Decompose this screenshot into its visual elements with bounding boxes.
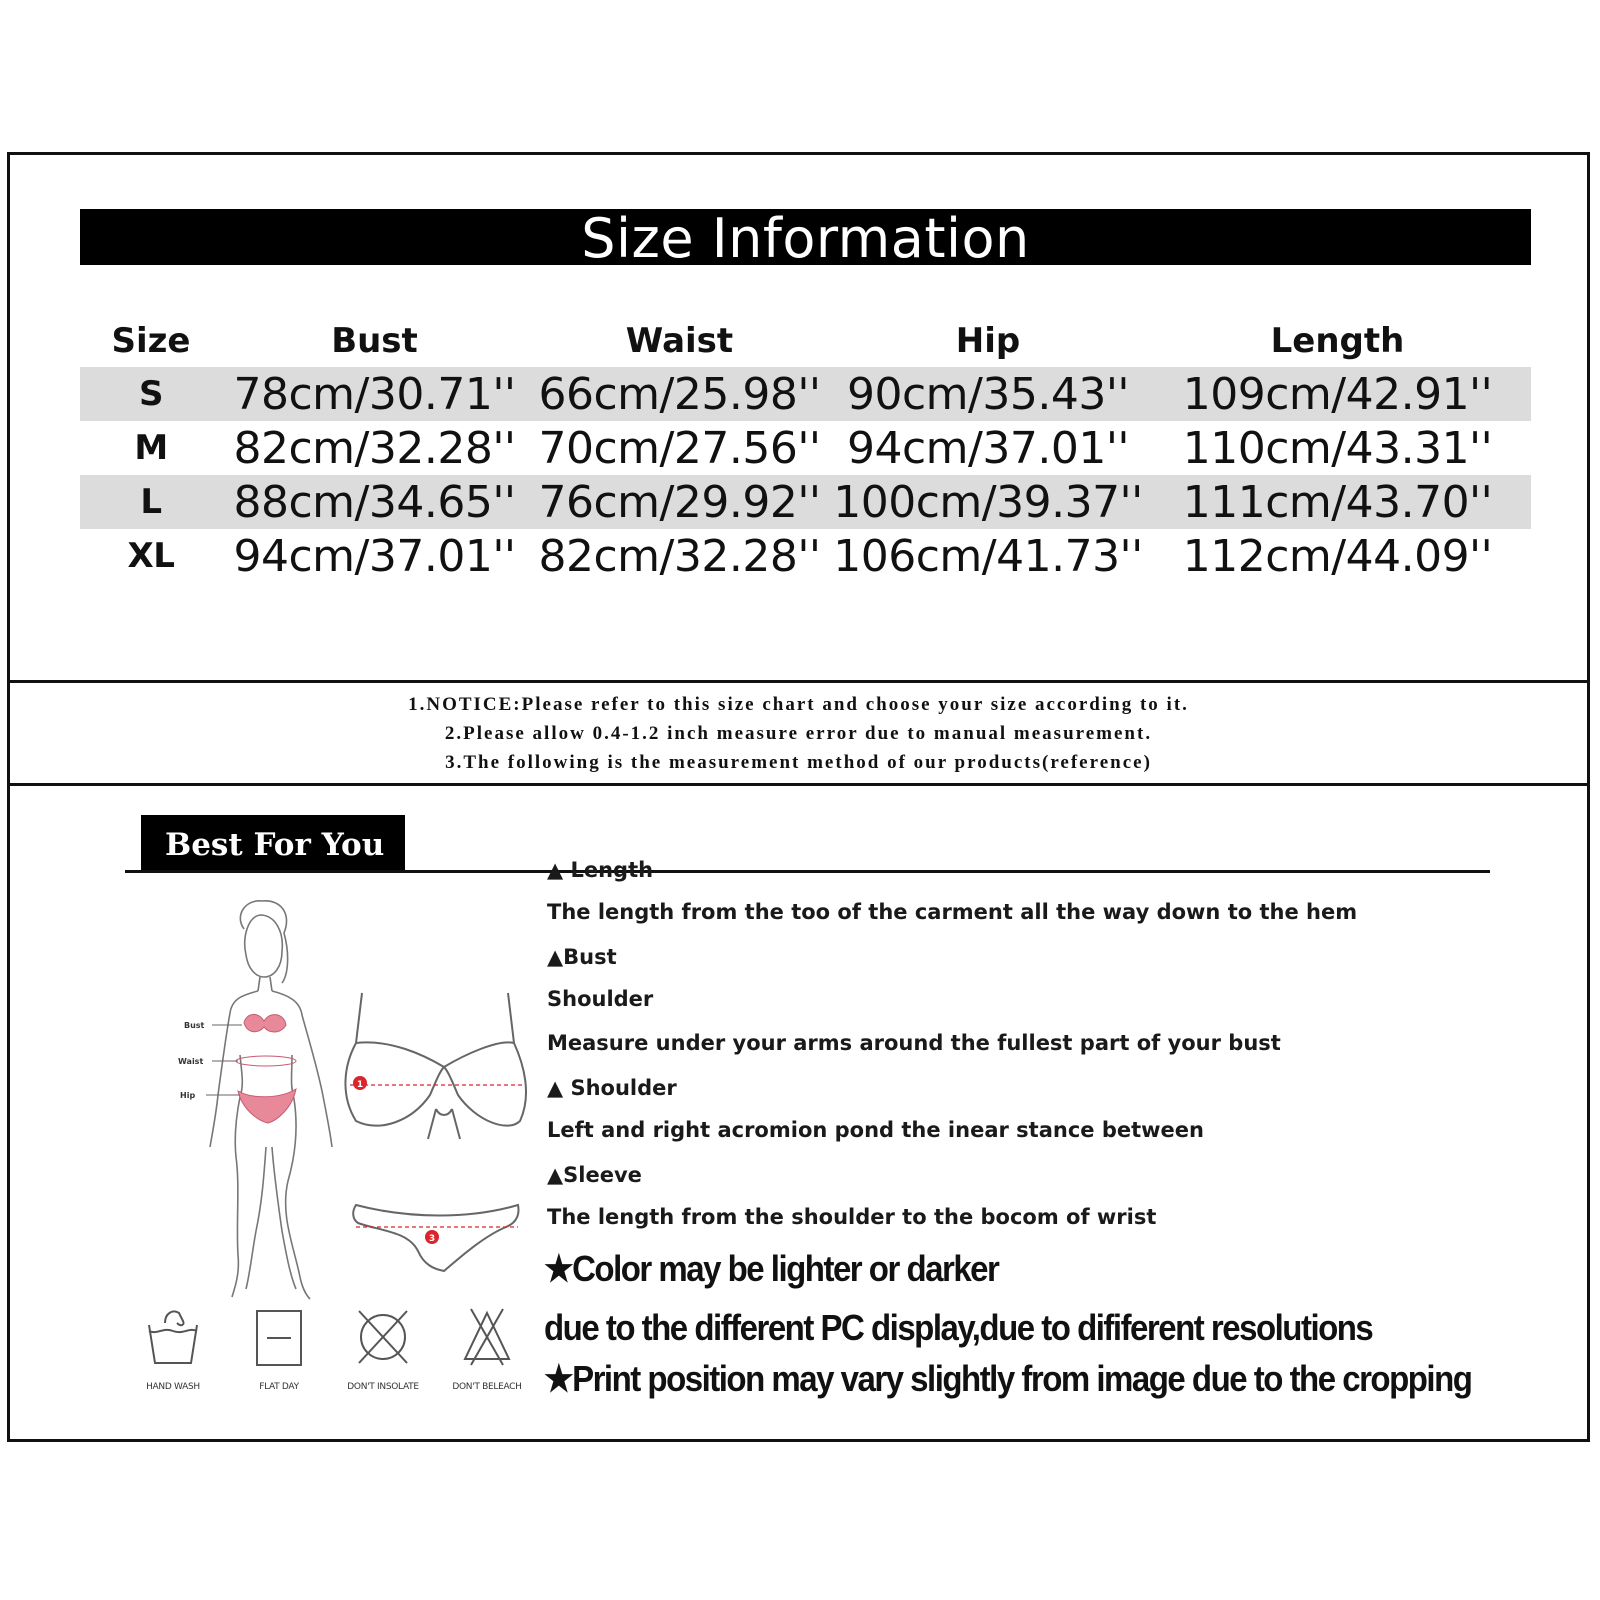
hand-wash-icon xyxy=(143,1305,203,1369)
length-cell: 111cm/43.70'' xyxy=(1144,475,1531,529)
measurement-figure xyxy=(160,885,530,1315)
table-row xyxy=(80,421,1531,475)
color-note: ★Color may be lighter or darker xyxy=(544,1248,999,1289)
length-heading: ▲ Length xyxy=(547,858,654,882)
shoulder-heading: ▲ Shoulder xyxy=(547,1076,677,1100)
care-item-flat-dry xyxy=(224,1305,334,1392)
flat-dry-icon xyxy=(249,1305,309,1369)
dont-insolate-icon xyxy=(353,1305,413,1369)
dont-bleach-icon xyxy=(457,1305,517,1369)
hip-cell: 94cm/37.01'' xyxy=(846,422,1130,474)
care-item-dont-bleach xyxy=(432,1305,542,1392)
waist-cell: 82cm/32.28'' xyxy=(538,530,821,582)
length-cell: 109cm/42.91'' xyxy=(1144,367,1531,421)
sleeve-description: The length from the shoulder to the bocom of wrist xyxy=(547,1205,1157,1229)
length-cell: 112cm/44.09'' xyxy=(1182,530,1493,582)
bust-heading: ▲Bust xyxy=(547,945,617,969)
waist-label: Waist xyxy=(178,1057,204,1066)
table-row xyxy=(80,367,1531,421)
notice-line: 1.NOTICE:Please refer to this size chart and choose your size according to it. xyxy=(408,694,1189,715)
hip-label: Hip xyxy=(180,1091,196,1100)
bust-cell: 88cm/34.65'' xyxy=(222,475,527,529)
hip-marker-number: 3 xyxy=(428,1234,436,1244)
waist-cell: 76cm/29.92'' xyxy=(527,475,832,529)
header-size: Size xyxy=(111,321,191,361)
care-label: FLAT DAY xyxy=(259,1382,299,1392)
header-length: Length xyxy=(1270,321,1405,361)
table-row xyxy=(80,475,1531,529)
care-label: DON'T BELEACH xyxy=(452,1382,522,1392)
care-item-hand-wash xyxy=(118,1305,228,1392)
notice-block xyxy=(10,690,1587,777)
waist-cell: 66cm/25.98'' xyxy=(527,367,832,421)
display-note: due to the different PC display,due to dififerent resolutions xyxy=(544,1307,1373,1348)
hip-cell: 106cm/41.73'' xyxy=(833,530,1143,582)
table-header-row xyxy=(80,315,1531,367)
size-chart-frame xyxy=(7,152,1590,1442)
size-cell: XL xyxy=(127,536,175,576)
table-row xyxy=(80,529,1531,583)
bust-cell: 78cm/30.71'' xyxy=(222,367,527,421)
bust-cell: 82cm/32.28'' xyxy=(233,422,516,474)
waist-cell: 70cm/27.56'' xyxy=(538,422,821,474)
sleeve-heading: ▲Sleeve xyxy=(547,1163,642,1187)
header-hip: Hip xyxy=(955,321,1021,361)
bust-label: Bust xyxy=(184,1021,205,1030)
notice-line: 2.Please allow 0.4-1.2 inch measure error due to manual measurement. xyxy=(444,723,1153,744)
best-for-you-tab: Best For You xyxy=(141,815,405,873)
size-table xyxy=(80,315,1531,583)
size-cell: L xyxy=(80,475,222,529)
size-cell: M xyxy=(134,428,168,468)
length-cell: 110cm/43.31'' xyxy=(1182,422,1493,474)
bust-marker-number: 1 xyxy=(356,1080,364,1090)
size-cell: S xyxy=(80,367,222,421)
header-bust: Bust xyxy=(331,321,418,361)
bra-diagram xyxy=(345,993,526,1139)
length-description: The length from the too of the carment all the way down to the hem xyxy=(547,900,1358,924)
bust-description: Measure under your arms around the fullest part of your bust xyxy=(547,1031,1281,1055)
bust-subheading: Shoulder xyxy=(547,987,654,1011)
hip-cell: 90cm/35.43'' xyxy=(832,367,1144,421)
section-divider xyxy=(10,783,1587,786)
shoulder-description: Left and right acromion pond the inear stance between xyxy=(547,1118,1204,1142)
best-for-you-underline xyxy=(125,870,1490,873)
care-item-dont-insolate xyxy=(328,1305,438,1392)
hip-cell: 100cm/39.37'' xyxy=(833,476,1143,528)
print-position-note: ★Print position may vary slightly from image due to the cropping xyxy=(544,1358,1472,1399)
page-title: Size Information xyxy=(80,209,1531,265)
section-divider xyxy=(10,680,1587,683)
bust-cell: 94cm/37.01'' xyxy=(233,530,516,582)
care-label: DON'T INSOLATE xyxy=(347,1382,419,1392)
notice-line: 3.The following is the measurement method of our products(reference) xyxy=(445,752,1152,773)
header-waist: Waist xyxy=(625,321,734,361)
care-label: HAND WASH xyxy=(146,1382,200,1392)
